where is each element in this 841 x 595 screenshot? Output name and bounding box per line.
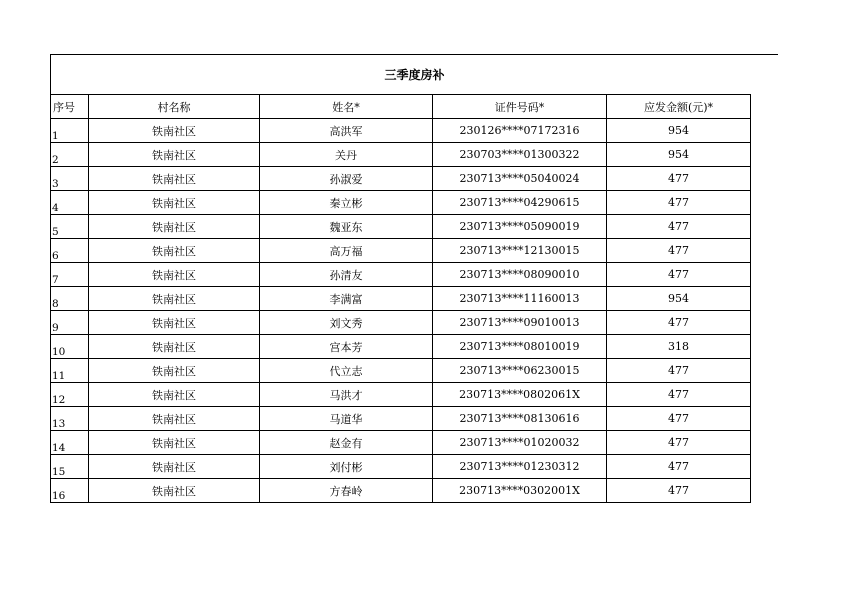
cell-name: 高洪军 xyxy=(260,119,433,143)
header-village: 村名称 xyxy=(89,95,260,119)
cell-amount: 477 xyxy=(607,191,751,215)
cell-id: 230713****08130616 xyxy=(433,407,607,431)
cell-seq: 2 xyxy=(51,143,89,167)
cell-seq: 14 xyxy=(51,431,89,455)
cell-id: 230703****01300322 xyxy=(433,143,607,167)
cell-village: 铁南社区 xyxy=(89,311,260,335)
cell-seq: 4 xyxy=(51,191,89,215)
cell-name: 高万福 xyxy=(260,239,433,263)
cell-seq: 3 xyxy=(51,167,89,191)
cell-name: 马洪才 xyxy=(260,383,433,407)
cell-name: 李满富 xyxy=(260,287,433,311)
cell-village: 铁南社区 xyxy=(89,119,260,143)
cell-amount: 318 xyxy=(607,335,751,359)
cell-seq: 10 xyxy=(51,335,89,359)
cell-amount: 477 xyxy=(607,167,751,191)
cell-village: 铁南社区 xyxy=(89,167,260,191)
cell-name: 赵金有 xyxy=(260,431,433,455)
cell-id: 230713****0802061X xyxy=(433,383,607,407)
header-row xyxy=(51,95,751,119)
cell-seq: 12 xyxy=(51,383,89,407)
cell-name: 宫本芳 xyxy=(260,335,433,359)
cell-seq: 13 xyxy=(51,407,89,431)
table-row xyxy=(51,407,751,431)
cell-id: 230713****01020032 xyxy=(433,431,607,455)
cell-amount: 477 xyxy=(607,263,751,287)
cell-village: 铁南社区 xyxy=(89,479,260,503)
cell-amount: 477 xyxy=(607,455,751,479)
cell-name: 马道华 xyxy=(260,407,433,431)
cell-id: 230713****0302001X xyxy=(433,479,607,503)
cell-amount: 477 xyxy=(607,431,751,455)
cell-id: 230713****05090019 xyxy=(433,215,607,239)
cell-village: 铁南社区 xyxy=(89,431,260,455)
cell-amount: 954 xyxy=(607,287,751,311)
cell-village: 铁南社区 xyxy=(89,335,260,359)
cell-village: 铁南社区 xyxy=(89,383,260,407)
cell-name: 方春岭 xyxy=(260,479,433,503)
cell-name: 刘文秀 xyxy=(260,311,433,335)
cell-name: 魏亚东 xyxy=(260,215,433,239)
cell-seq: 8 xyxy=(51,287,89,311)
cell-seq: 6 xyxy=(51,239,89,263)
cell-village: 铁南社区 xyxy=(89,143,260,167)
cell-seq: 5 xyxy=(51,215,89,239)
table-row xyxy=(51,455,751,479)
table-row xyxy=(51,287,751,311)
cell-id: 230713****11160013 xyxy=(433,287,607,311)
cell-seq: 11 xyxy=(51,359,89,383)
table-row xyxy=(51,215,751,239)
table-row xyxy=(51,143,751,167)
subsidy-table xyxy=(50,94,751,503)
cell-id: 230713****01230312 xyxy=(433,455,607,479)
table-row xyxy=(51,191,751,215)
cell-seq: 9 xyxy=(51,311,89,335)
cell-name: 孙淑爱 xyxy=(260,167,433,191)
cell-name: 代立志 xyxy=(260,359,433,383)
cell-name: 孙清友 xyxy=(260,263,433,287)
cell-amount: 477 xyxy=(607,311,751,335)
header-amount: 应发金额(元)* xyxy=(607,95,751,119)
cell-village: 铁南社区 xyxy=(89,215,260,239)
spreadsheet-page xyxy=(50,54,778,503)
cell-village: 铁南社区 xyxy=(89,407,260,431)
cell-name: 关丹 xyxy=(260,143,433,167)
table-title: 三季度房补 xyxy=(50,54,778,94)
cell-village: 铁南社区 xyxy=(89,455,260,479)
cell-seq: 1 xyxy=(51,119,89,143)
cell-village: 铁南社区 xyxy=(89,263,260,287)
cell-id: 230713****09010013 xyxy=(433,311,607,335)
cell-seq: 15 xyxy=(51,455,89,479)
header-id: 证件号码* xyxy=(433,95,607,119)
cell-id: 230713****12130015 xyxy=(433,239,607,263)
cell-village: 铁南社区 xyxy=(89,359,260,383)
cell-name: 秦立彬 xyxy=(260,191,433,215)
cell-amount: 477 xyxy=(607,479,751,503)
header-seq: 序号 xyxy=(51,95,89,119)
table-row xyxy=(51,335,751,359)
cell-seq: 16 xyxy=(51,479,89,503)
cell-amount: 477 xyxy=(607,407,751,431)
table-row xyxy=(51,119,751,143)
cell-village: 铁南社区 xyxy=(89,191,260,215)
cell-seq: 7 xyxy=(51,263,89,287)
table-row xyxy=(51,383,751,407)
cell-amount: 954 xyxy=(607,119,751,143)
cell-amount: 954 xyxy=(607,143,751,167)
cell-amount: 477 xyxy=(607,215,751,239)
cell-id: 230713****06230015 xyxy=(433,359,607,383)
header-name: 姓名* xyxy=(260,95,433,119)
cell-village: 铁南社区 xyxy=(89,239,260,263)
table-row xyxy=(51,479,751,503)
cell-id: 230713****08010019 xyxy=(433,335,607,359)
cell-id: 230713****08090010 xyxy=(433,263,607,287)
table-row xyxy=(51,359,751,383)
table-row xyxy=(51,167,751,191)
cell-id: 230713****04290615 xyxy=(433,191,607,215)
cell-id: 230126****07172316 xyxy=(433,119,607,143)
cell-village: 铁南社区 xyxy=(89,287,260,311)
cell-name: 刘付彬 xyxy=(260,455,433,479)
cell-amount: 477 xyxy=(607,239,751,263)
cell-amount: 477 xyxy=(607,383,751,407)
table-row xyxy=(51,263,751,287)
table-row xyxy=(51,431,751,455)
cell-amount: 477 xyxy=(607,359,751,383)
table-row xyxy=(51,239,751,263)
cell-id: 230713****05040024 xyxy=(433,167,607,191)
table-row xyxy=(51,311,751,335)
